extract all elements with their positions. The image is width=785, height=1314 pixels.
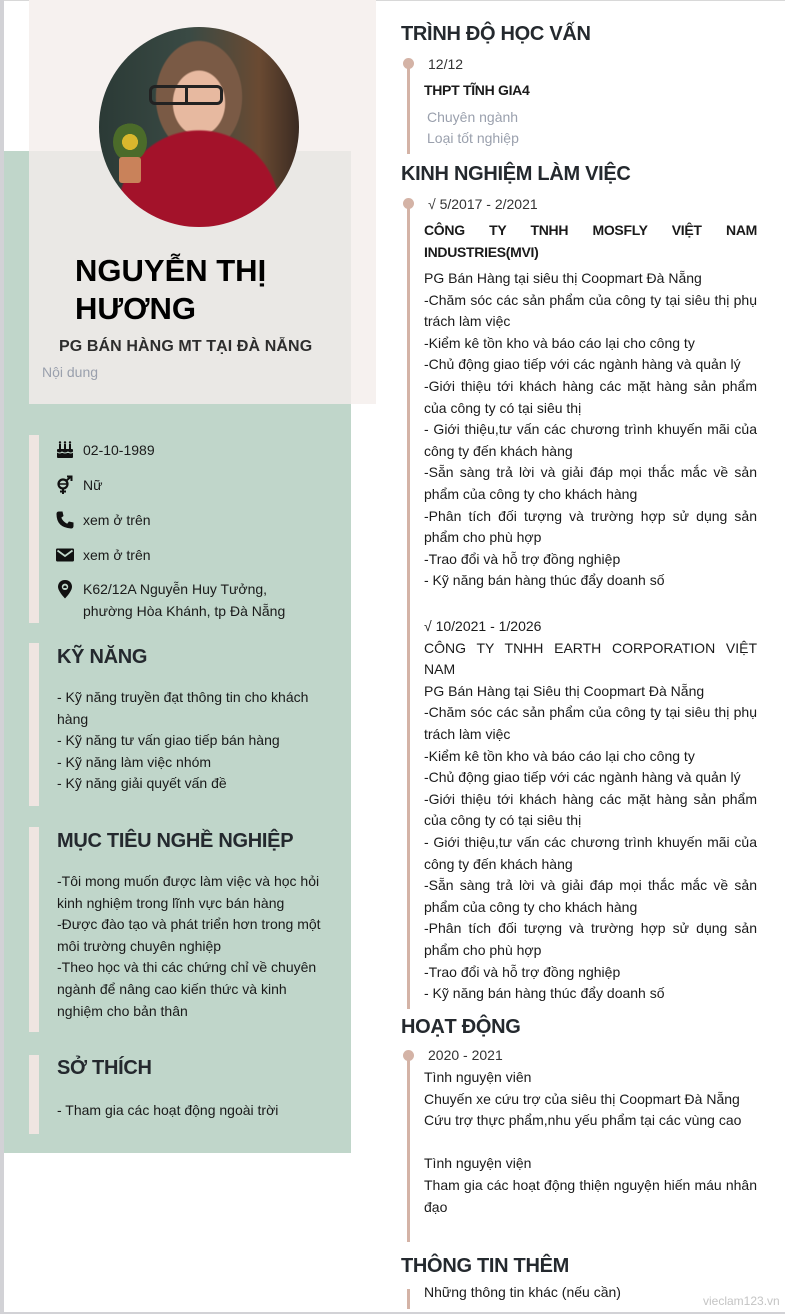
- experience-timeline-dot: [403, 198, 414, 209]
- skill-item: - Kỹ năng giải quyết vấn đề: [57, 775, 227, 792]
- activity-line: Tham gia các hoạt động thiện nguyện hiến máu nhân đạo: [424, 1176, 757, 1215]
- activities-timeline-dot: [403, 1050, 414, 1061]
- contact-gender: [55, 474, 102, 496]
- phone-value: xem ở trên: [83, 512, 151, 528]
- avatar-glasses-detail: [149, 85, 223, 105]
- job-1-duty: -Phân tích đối tượng và trường hợp sử dụng sản phẩm cho phù hợp: [424, 507, 757, 546]
- activity-role: Tình nguyện viên: [424, 1069, 532, 1085]
- job-1-duty: -Trao đổi và hỗ trợ đồng nghiệp: [424, 550, 621, 567]
- email-value: xem ở trên: [83, 547, 151, 563]
- job-1-duty: -Chăm sóc các sản phẩm của công ty tại siêu thị phụ trách làm việc: [424, 291, 757, 330]
- gender-icon: [55, 474, 83, 496]
- hobby-item: - Tham gia các hoạt động ngoài trời: [57, 1102, 279, 1118]
- job-2-duty: -Sẵn sàng trả lời và giải đáp mọi thắc mắc về sản phẩm của công ty cho khách hàng: [424, 877, 757, 915]
- skills-section: [29, 643, 329, 806]
- experience-timeline-line: [407, 200, 410, 1009]
- activity-line: Chuyến xe cứu trợ của siêu thị Coopmart Đà Nẵng: [424, 1090, 740, 1107]
- objective-title: MỤC TIÊU NGHỀ NGHIỆP: [57, 830, 294, 852]
- job-2-duty: -Kiểm kê tồn kho và báo cáo lại cho công ty: [424, 747, 695, 764]
- birthday-cake-icon: [55, 439, 83, 461]
- contact-birthday: [55, 439, 155, 461]
- job-2-details: [424, 616, 757, 1005]
- activities-details: [424, 1067, 757, 1218]
- job-1-duty: - Kỹ năng bán hàng thúc đẩy doanh số: [424, 572, 665, 589]
- address-value: [83, 578, 285, 622]
- extra-info-title: THÔNG TIN THÊM: [401, 1255, 570, 1277]
- job-2-duty: -Phân tích đối tượng và trường hợp sử dụng sản phẩm cho phù hợp: [424, 920, 757, 958]
- contact-section: [29, 435, 329, 623]
- education-grade: Loại tốt nghiệp: [427, 130, 519, 146]
- skills-list: [57, 687, 332, 795]
- education-major: Chuyên ngành: [427, 109, 519, 125]
- education-timeline-line: [407, 60, 410, 154]
- objective-item: -Được đào tạo và phát triển hơn trong một môi trường chuyên nghiệp: [57, 916, 321, 954]
- contact-email: [55, 544, 151, 566]
- objective-item: -Theo học và thi các chứng chỉ về chuyên ngành để nâng cao kiến thức và kinh nghiệm cho bản thân: [57, 959, 317, 1019]
- skills-title: KỸ NĂNG: [57, 646, 148, 668]
- job-2-duty: -Chăm sóc các sản phẩm của công ty tại siêu thị phụ trách làm việc: [424, 704, 757, 742]
- activity-role: Tình nguyện viện: [424, 1155, 532, 1172]
- candidate-name: NGUYỄN THỊ HƯƠNG: [75, 253, 267, 326]
- activities-date: 2020 - 2021: [428, 1047, 503, 1063]
- activities-title: HOẠT ĐỘNG: [401, 1016, 521, 1038]
- skill-item: - Kỹ năng làm việc nhóm: [57, 753, 212, 770]
- address-line-2: phường Hòa Khánh, tp Đà Nẵng: [83, 603, 286, 619]
- job-2-duty: -Chủ động giao tiếp với các ngành hàng và quản lý: [424, 769, 741, 786]
- job-2-duty: - Kỹ năng bán hàng thúc đẩy doanh số: [424, 985, 665, 1002]
- job-2-company: CÔNG TY TNHH EARTH CORPORATION VIỆT NAM: [424, 639, 757, 678]
- email-icon: [55, 544, 83, 566]
- job-2-duty: -Trao đổi và hỗ trợ đồng nghiệp: [424, 963, 621, 980]
- education-title: TRÌNH ĐỘ HỌC VẤN: [401, 23, 591, 45]
- job-2-duty: - Giới thiệu,tư vấn các chương trình khuyến mãi của công ty đến khách hàng: [424, 833, 757, 872]
- job-1-duty: -Giới thiệu tới khách hàng các mặt hàng sản phẩm của công ty có tại siêu thị: [424, 377, 757, 416]
- job-1-date: √ 5/2017 - 2/2021: [428, 196, 538, 212]
- gender-value: Nữ: [83, 477, 103, 493]
- avatar: [99, 27, 299, 227]
- contact-address: [55, 578, 285, 622]
- job-1-duty: - Giới thiệu,tư vấn các chương trình khuyến mãi của công ty đến khách hàng: [424, 421, 757, 459]
- avatar-pot-detail: [119, 157, 141, 183]
- phone-icon: [55, 509, 83, 531]
- education-date: 12/12: [428, 56, 464, 72]
- extra-info-text: Những thông tin khác (nếu cần): [424, 1284, 621, 1300]
- education-school: THPT TĨNH GIA4: [424, 82, 530, 98]
- experience-title: KINH NGHIỆM LÀM VIỆC: [401, 163, 631, 185]
- education-timeline-dot: [403, 58, 414, 69]
- objective-list: [57, 871, 332, 1022]
- skill-item: - Kỹ năng tư vấn giao tiếp bán hàng: [57, 732, 280, 749]
- job-1-duty: -Kiểm kê tồn kho và báo cáo lại cho công ty: [424, 334, 695, 351]
- job-2-date: √ 10/2021 - 1/2026: [424, 618, 542, 634]
- job-2-position: PG Bán Hàng tại Siêu thị Coopmart Đà Nẵng: [424, 682, 705, 699]
- activity-line: Cứu trợ thực phẩm,nhu yếu phẩm tại các vùng cao: [424, 1112, 742, 1129]
- job-1-company: CÔNG TY TNHH MOSFLY VIỆT NAM INDUSTRIES(MVI): [424, 222, 757, 260]
- job-2-duty: -Giới thiệu tới khách hàng các mặt hàng sản phẩm của công ty có tại siêu thị: [424, 790, 757, 829]
- address-line-1: K62/12A Nguyễn Huy Tưởng,: [83, 581, 268, 597]
- summary-placeholder: Nội dung: [42, 364, 99, 380]
- job-1-duty: -Chủ động giao tiếp với các ngành hàng và quản lý: [424, 356, 741, 373]
- birthday-value: 02-10-1989: [83, 442, 155, 458]
- hobbies-title: SỞ THÍCH: [57, 1057, 152, 1079]
- career-objective-section: [29, 827, 329, 1032]
- objective-item: -Tôi mong muốn được làm việc và học hỏi kinh nghiệm trong lĩnh vực bán hàng: [57, 873, 320, 911]
- hobbies-list: [57, 1100, 332, 1122]
- job-1-duty: -Sẵn sàng trả lời và giải đáp mọi thắc mắc về sản phẩm của công ty cho khách hàng: [424, 464, 757, 502]
- contact-phone: [55, 509, 151, 531]
- job-1-details: [424, 268, 757, 592]
- skill-item: - Kỹ năng truyền đạt thông tin cho khách hàng: [57, 689, 309, 727]
- extra-info-timeline-line: [407, 1289, 410, 1309]
- job-title: PG BÁN HÀNG MT TẠI ĐÀ NẴNG: [59, 338, 313, 355]
- watermark: vieclam123.vn: [703, 1294, 780, 1308]
- activity-spacer: [424, 1132, 757, 1154]
- location-pin-icon: [55, 578, 83, 600]
- avatar-plant-detail: [113, 122, 147, 162]
- hobbies-section: [29, 1055, 329, 1134]
- job-1-position: PG Bán Hàng tại siêu thị Coopmart Đà Nẵng: [424, 270, 702, 286]
- activities-timeline-line: [407, 1052, 410, 1242]
